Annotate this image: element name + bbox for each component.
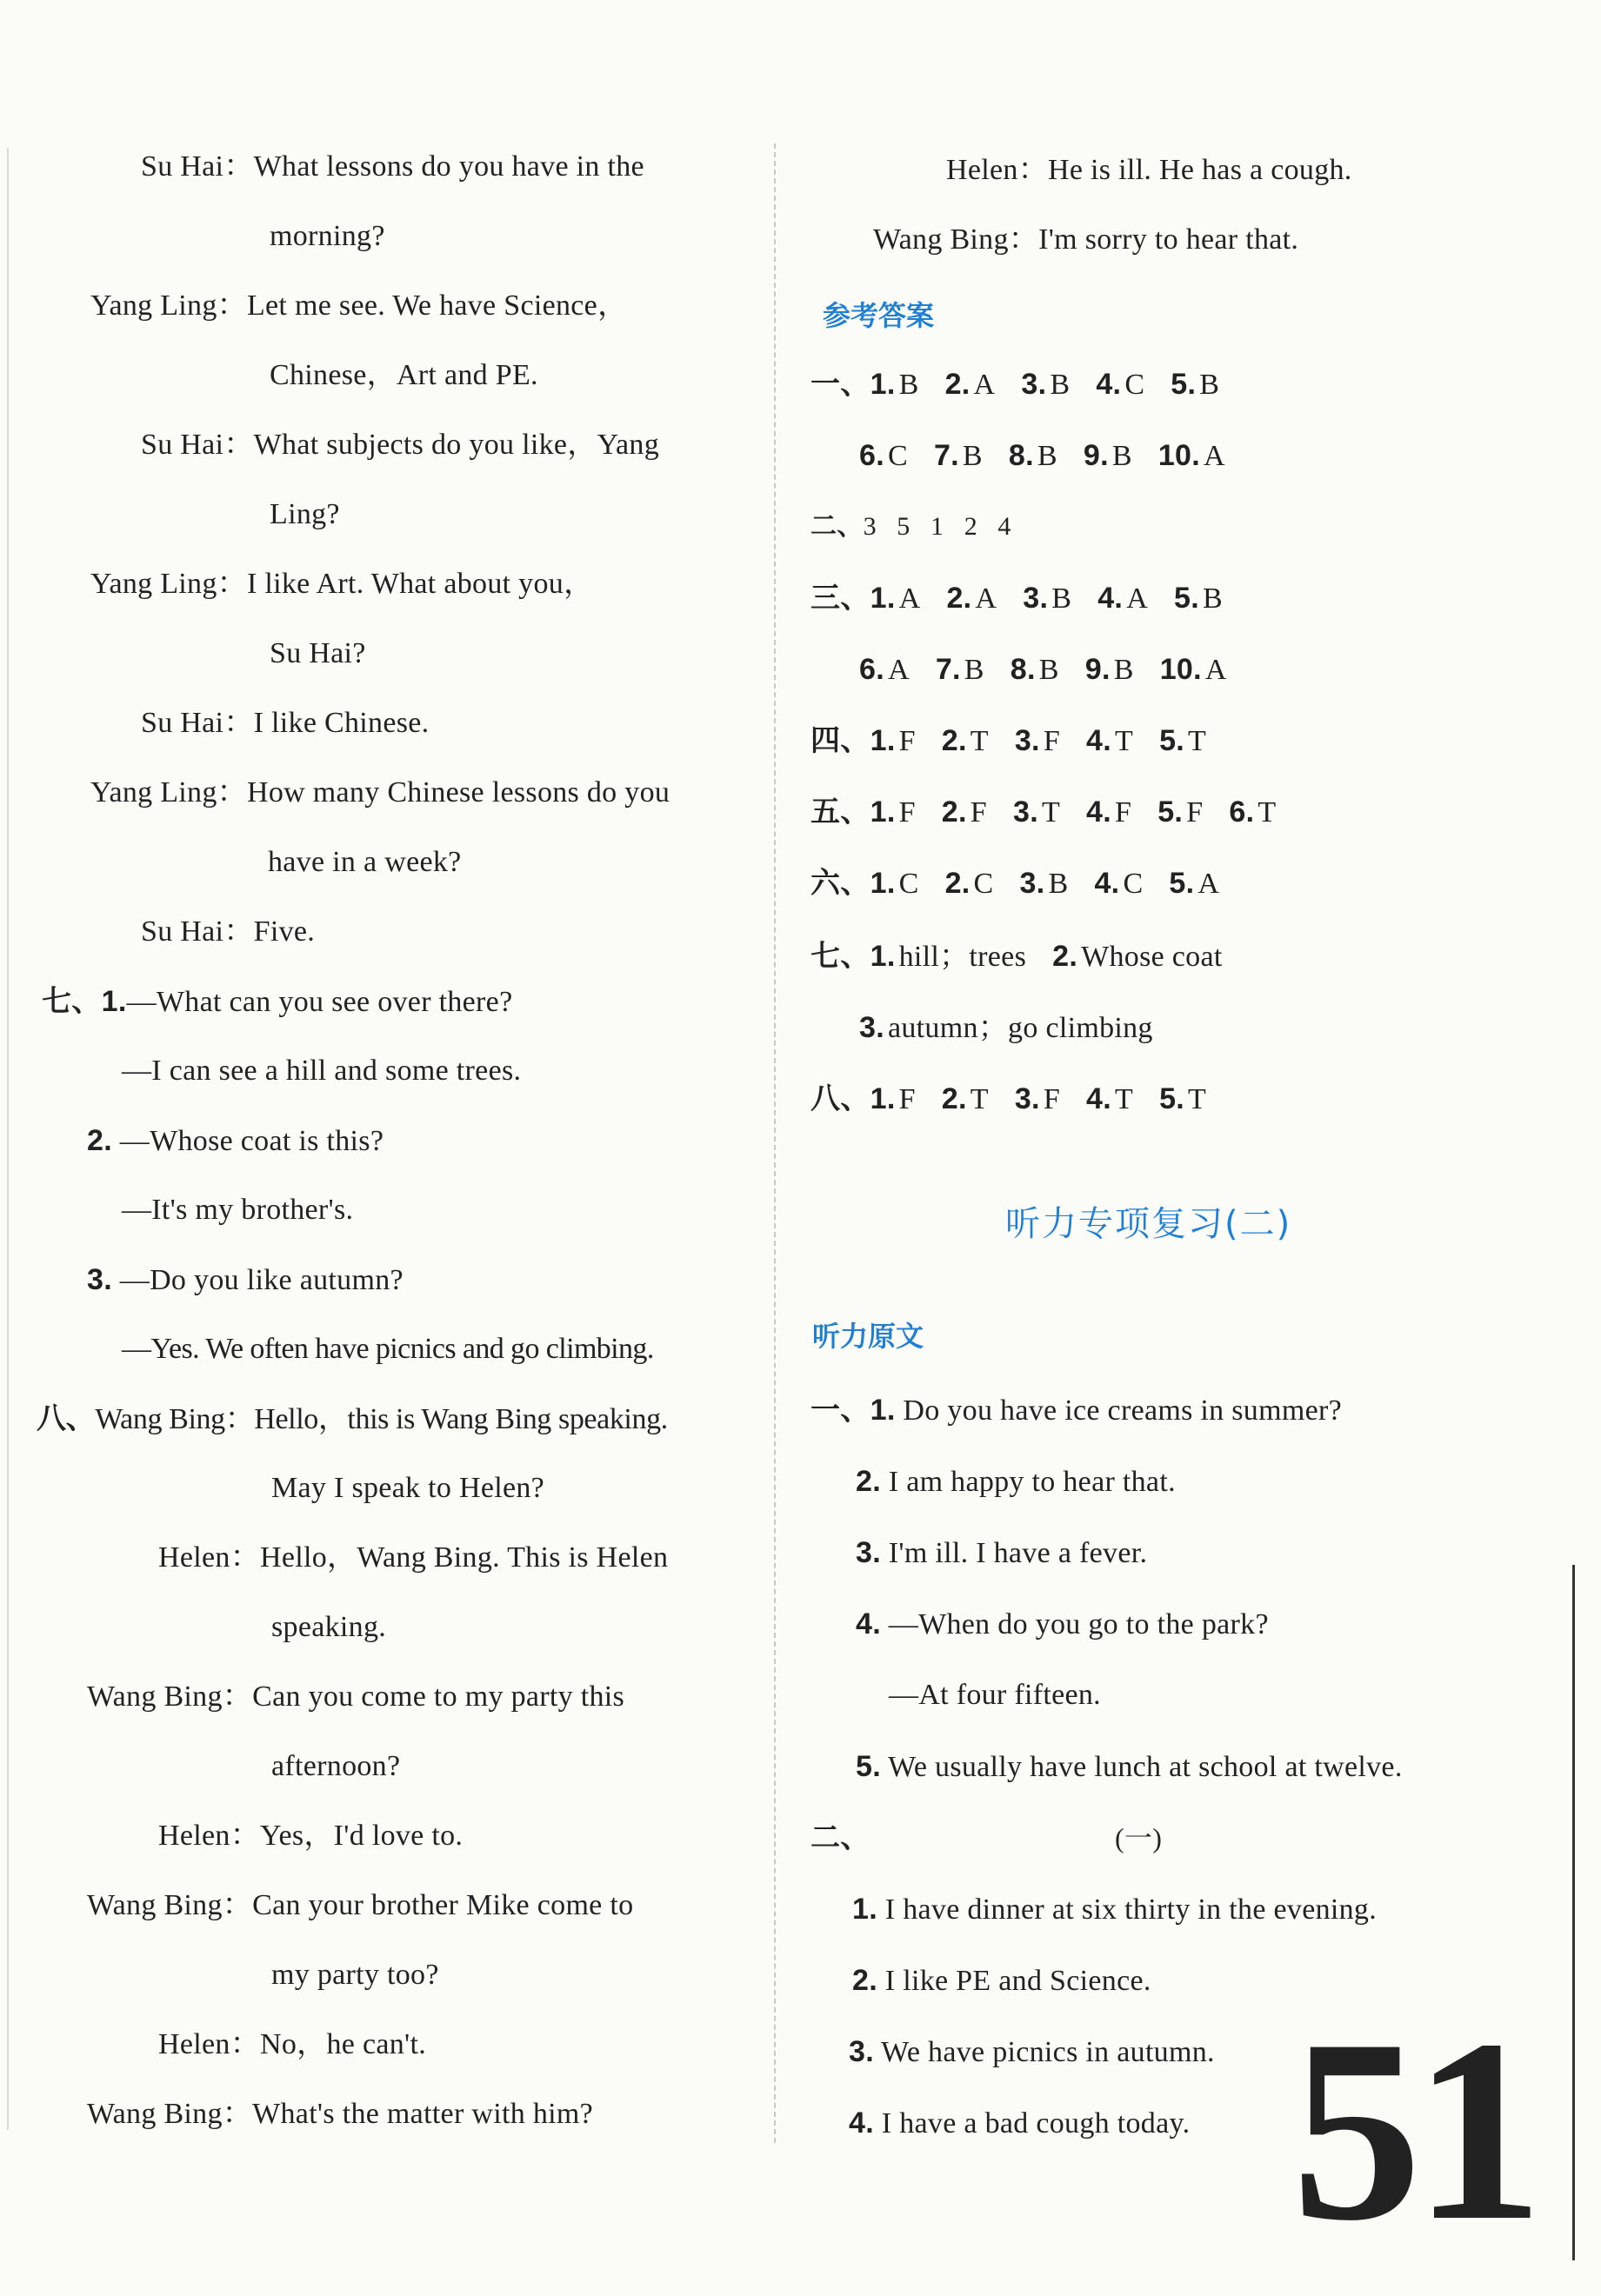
answer-item [1052,939,1223,975]
dialog-line: Helen：He is ill. He has a cough. [946,154,1352,186]
answer-row [811,866,1245,902]
section-title: 听力专项复习(二) [1005,1204,1292,1244]
answer-item [859,1010,1153,1046]
answer-value: F [898,1083,916,1115]
dialog-line: Su Hai：Five. [141,915,316,948]
dialog-line: 八、Wang Bing：Hello，this is Wang Bing speaking. [37,1401,668,1436]
answer-item [1094,866,1143,902]
answer-item [1171,367,1219,403]
transcript-item-cont: —At four fifteen. [889,1679,1101,1711]
answer-item [1086,795,1131,830]
answer-item [1009,438,1057,474]
answer-item [1020,866,1069,902]
right-edge-line [1572,1565,1575,2260]
answer-row [811,581,1249,616]
answer-item [871,939,1027,975]
answer-item [934,438,983,474]
answer-item [871,581,921,616]
dialog-line: Helen：Hello，Wang Bing. This is Helen [158,1541,669,1574]
answer-item [1157,795,1203,830]
answer-item [942,1081,989,1117]
answer-value: B [964,654,984,686]
answer-number: 4. [1094,867,1120,900]
answer-value: B [1051,582,1072,615]
answer-number: 1. [870,867,896,900]
answer-section-label: 八、 [811,1081,871,1116]
answer-number: 2. [1052,940,1078,973]
answer-value: B [1111,440,1132,472]
answer-value: B [1199,369,1220,401]
answer-item [1229,795,1276,830]
answer-value: T [970,725,989,757]
answer-item [859,438,908,474]
answer-number: 6. [859,439,884,472]
answer-value: A [1197,868,1220,900]
answer-number: 6. [1229,795,1255,829]
answer-value: T [1188,725,1207,757]
dialog-line-cont: have in a week? [268,846,462,878]
answer-number: 4. [1086,795,1111,829]
answer-item [1015,1081,1060,1117]
answer-item [1097,581,1148,616]
answer-item [945,866,994,902]
answer-number: 2. [944,867,971,900]
answer-number: 3. [1023,582,1049,615]
transcript-item: 4. —When do you go to the park? [856,1607,1269,1640]
answer-value: B [1038,654,1059,686]
dialog-line: Helen：Yes，I'd love to. [158,1820,464,1852]
answer-item [871,723,916,759]
answer-number: 3. [859,1011,884,1044]
answer-row [811,509,1011,544]
answer-number: 2. [941,1082,967,1115]
answer-value: C [1123,868,1144,900]
answer-value: F [898,725,916,757]
answer-value: F [1043,725,1061,757]
answer-value: hill；trees [898,941,1027,973]
answer-number: 4. [1086,724,1111,757]
answer-number: 1. [870,795,896,829]
answer-value: B [1048,868,1069,900]
answer-item [1085,652,1134,688]
section-7-item-3: 3. —Do you like autumn? [87,1263,404,1296]
answer-row [811,1081,1232,1117]
answer-section-label: 六、 [811,866,871,901]
answer-value: C [898,868,919,900]
page-number: 51 [1291,1986,1535,2274]
answer-item [871,1081,916,1117]
answer-item [1023,581,1071,616]
transcript-2-label: 二、 [811,1820,871,1855]
answer-number: 5. [1174,582,1200,615]
answer-item [871,367,919,403]
answer-value: A [887,654,910,686]
answer-value: Whose coat [1081,941,1223,973]
transcript-heading: 听力原文 [812,1320,924,1353]
answer-number: 1. [870,940,896,973]
answer-item [1086,1081,1133,1117]
answer-item [942,723,989,759]
answer-section-label: 三、 [811,581,871,616]
answer-number: 3. [1014,724,1040,757]
answers-heading: 参考答案 [823,299,935,332]
answer-item [871,795,916,830]
answer-number: 5. [1157,795,1184,829]
transcript-item: 3. We have picnics in autumn. [849,2035,1215,2068]
answer-value: autumn；go climbing [887,1012,1153,1044]
transcript-item: 2. I like PE and Science. [852,1964,1151,1997]
dialog-line-cont: May I speak to Helen? [271,1472,545,1504]
answer-section-label: 一、 [811,367,871,402]
answer-item [1084,438,1132,474]
answer-item [1159,1081,1206,1117]
dialog-line: Wang Bing：Can your brother Mike come to [87,1889,634,1921]
answer-number: 1. [870,724,896,757]
section-7-answer-3: —Yes. We often have picnics and go climbing. [122,1333,654,1365]
dialog-line: Helen：No，he can't. [158,2028,426,2060]
answer-number: 3. [1014,1082,1040,1115]
section-7-item-1: 七、1.—What can you see over there? [42,984,513,1019]
answer-item [942,795,987,830]
left-margin-line [7,148,9,2130]
answer-value: F [970,796,987,829]
answer-row [811,939,1249,975]
answer-item [871,866,919,902]
answer-number: 3. [1021,368,1047,401]
answer-number: 10. [1159,653,1202,686]
answer-number: 2. [944,368,971,401]
answer-item [1159,723,1206,759]
dialog-line: Su Hai：I like Chinese. [141,707,430,739]
answer-number: 4. [1097,582,1124,615]
answer-number: 9. [1083,439,1109,472]
dialog-line: Yang Ling：Let me see. We have Science， [90,289,628,322]
answer-value: C [887,440,908,472]
answer-value: T [1041,796,1061,829]
answer-section-label: 五、 [811,795,871,829]
answer-section-label: 七、 [811,939,871,974]
dialog-line-cont: morning? [270,220,385,252]
answer-number: 5. [1159,1082,1185,1115]
answer-row [859,438,1251,474]
answer-item [1011,652,1059,688]
answer-value: T [1257,796,1277,829]
transcript-item: 2. I am happy to hear that. [856,1465,1176,1498]
answer-number: 6. [859,653,884,686]
answer-value: F [898,796,916,829]
dialog-line: Wang Bing：Can you come to my party this [87,1680,625,1713]
answer-item [1174,581,1223,616]
answer-number: 2. [941,795,967,829]
answer-value: A [1204,654,1227,686]
transcript-item: 4. I have a bad cough today. [849,2106,1191,2140]
answer-value: B [1037,440,1057,472]
answer-value: T [1188,1083,1207,1115]
section-7-answer-1: —I can see a hill and some trees. [122,1055,522,1087]
answer-number: 3. [1012,795,1038,829]
dialog-line: Su Hai：What subjects do you like，Yang [141,429,660,461]
answer-item [1015,723,1060,759]
answer-value: A [973,369,996,401]
answer-item [1158,438,1225,474]
answer-item [1013,795,1060,830]
answer-item [1086,723,1133,759]
dialog-line: Su Hai：What lessons do you have in the [141,150,644,183]
transcript-item: 1. I have dinner at six thirty in the evening. [852,1893,1378,1926]
answer-row [811,367,1245,403]
answer-item [936,652,984,688]
answer-value: A [898,582,921,615]
answer-number: 1. [870,582,896,615]
answer-value: T [970,1083,989,1115]
answer-item [1021,367,1070,403]
answer-number: 9. [1084,653,1111,686]
answer-item [1160,652,1227,688]
dialog-line: Wang Bing：I'm sorry to hear that. [873,223,1299,256]
answer-number: 2. [946,582,972,615]
answer-plain: 3 5 1 2 4 [863,512,1011,541]
answer-value: T [1115,1083,1134,1115]
answer-number: 5. [1159,724,1185,757]
answer-value: F [1043,1083,1061,1115]
answer-value: B [1050,369,1071,401]
answer-row [859,1010,1179,1046]
answer-number: 7. [935,653,961,686]
answer-value: A [1203,440,1225,472]
dialog-line: Yang Ling：I like Art. What about you， [90,568,594,600]
transcript-item: 3. I'm ill. I have a fever. [856,1536,1148,1569]
answer-value: A [975,582,997,615]
answer-number: 1. [870,368,896,401]
answer-section-label: 四、 [811,723,871,758]
answer-value: C [1124,369,1145,401]
answer-number: 5. [1171,368,1197,401]
answer-number: 4. [1096,368,1122,401]
answer-value: B [1113,654,1134,686]
answer-number: 3. [1019,867,1045,900]
answer-number: 4. [1086,1082,1111,1115]
section-7-item-2: 2. —Whose coat is this? [87,1124,384,1157]
answer-row [811,723,1232,759]
answer-number: 5. [1169,867,1195,900]
answer-item [946,581,997,616]
dialog-line-cont: Su Hai? [270,637,366,669]
section-7-answer-2: —It's my brother's. [122,1194,354,1226]
column-divider [774,143,776,2143]
transcript-item: 5. We usually have lunch at school at twelve. [856,1750,1403,1783]
answer-item [859,652,910,688]
answer-number: 2. [941,724,967,757]
answer-value: F [1115,796,1132,829]
answer-item [1169,866,1219,902]
answer-number: 1. [870,1082,896,1115]
answer-value: A [1126,582,1149,615]
transcript-item: 一、1. Do you have ice creams in summer? [811,1393,1343,1428]
answer-value: B [898,369,919,401]
dialog-line-cont: Chinese，Art and PE. [270,359,538,391]
dialog-line: Yang Ling：How many Chinese lessons do you [90,776,670,809]
answer-value: T [1115,725,1134,757]
dialog-line: Wang Bing：What's the matter with him? [87,2098,594,2130]
answer-number: 10. [1157,439,1200,472]
answer-item [1096,367,1144,403]
answer-section-label: 二、 [811,511,864,542]
answer-value: B [962,440,983,472]
answer-number: 8. [1010,653,1036,686]
dialog-line-cont: afternoon? [271,1750,401,1782]
answer-value: B [1203,582,1223,615]
transcript-2-sublabel: (一) [1115,1822,1163,1853]
answer-value: C [973,868,994,900]
answer-value: F [1186,796,1204,829]
answer-number: 7. [933,439,959,472]
answer-row [811,795,1302,830]
dialog-line-cont: my party too? [271,1959,439,1991]
dialog-line-cont: Ling? [270,498,340,530]
dialog-line-cont: speaking. [271,1611,387,1643]
answer-number: 8. [1008,439,1034,472]
answer-item [945,367,996,403]
answer-row [859,652,1253,688]
